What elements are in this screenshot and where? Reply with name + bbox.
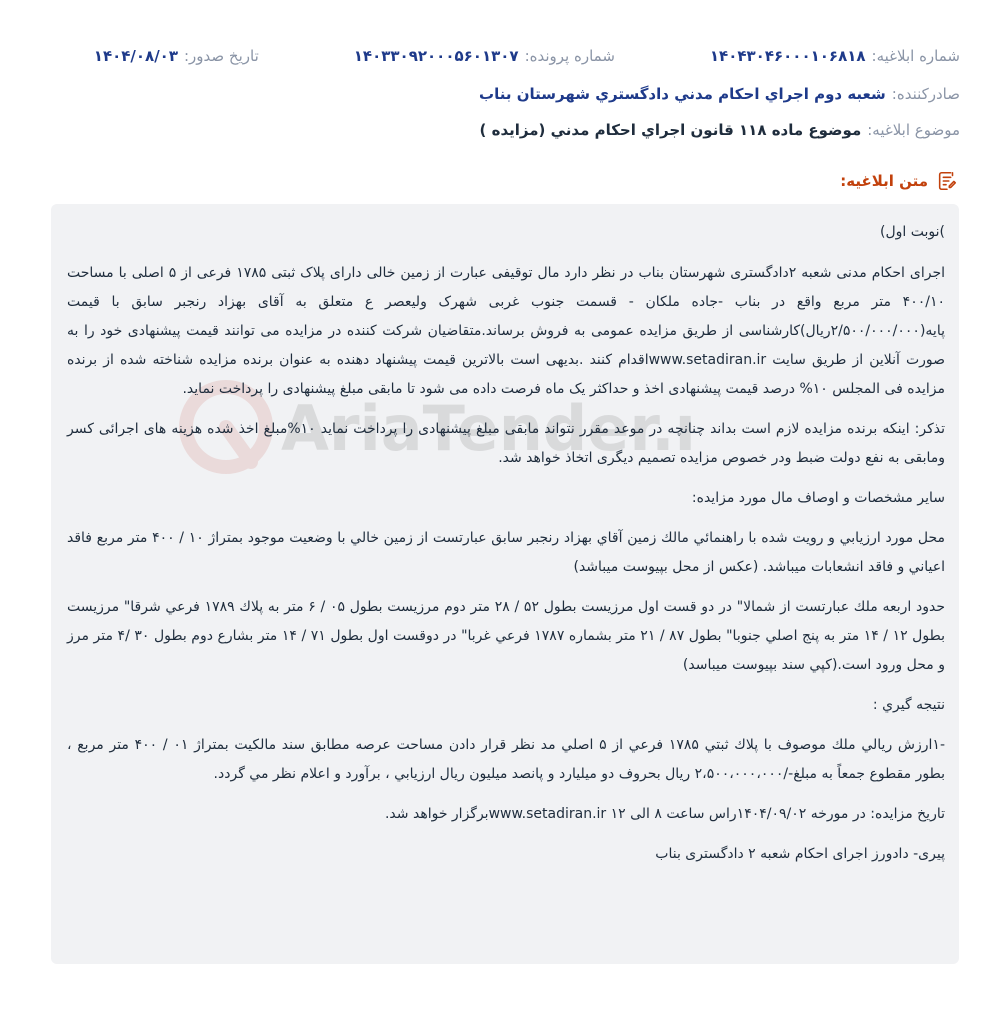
paragraph-auction-date: تاریخ مزایده: در مورخه ۱۴۰۴/۰۹/۰۲راس ساعت ۸ الی ۱۲ www.setadiran.irبرگزار خواهد شد. [384, 806, 945, 822]
subject-row [40, 121, 960, 139]
paragraph-reminder: تذکر: اینکه برنده مزایده لازم است بداند چنانچه در موعد مقرر نتواند مابقی مبلغ پیشنهادی را پرداخت نماید ۱۰%مبلغ اخذ شده هزینه های اجرائی کسر ومابقی به نفع دولت ضبط ودر خصوص مزایده تصمیم دیگری اتخاذ خواهد شد. [67, 421, 945, 466]
paragraph-boundaries: حدود اربعه ملك عبارتست از شمالا" در دو قست اول مرزيست بطول ۵۲ / ۲۸ متر دوم مرزيست بطول ۰۵ / ۶ متر به پلاك ۱۷۸۹ فرعي شرقا" مرزيست بطول ۱۲ / ۱۴ متر به پنج اصلي جنوبا" بطول ۸۷ / ۲۱ متر بشماره ۱۷۸۷ فرعي غربا" در دوقست اول بطول ۷۱ / ۱۴ متر بشارع دوم بطول ۳۰ /۴ متر مرز و محل ورود است.(كپي سند بپيوست ميباسد) [67, 599, 946, 673]
issue-date-value: ۱۴۰۴/۰۸/۰۳ [93, 47, 178, 65]
subject-value: موضوع ماده ۱۱۸ قانون اجراي احكام مدني (مزايده ) [479, 121, 862, 139]
paragraph-signature: پیری- دادورز اجرای احکام شعبه ۲ دادگستری بناب [655, 846, 945, 862]
paragraph-auction-description: اجرای احکام مدنی شعبه ۲دادگستری شهرستان بناب در نظر دارد مال توقیفی عبارت از زمین خالی دارای پلاک ثبتی ۱۷۸۵ فرعی از ۵ اصلی با مساحت ۴۰۰/۱۰ متر مربع واقع در بناب -جاده ملکان - قسمت جنوب غربی شهرک ولیعصر ع متعلق به آقای بهزاد رنجبر سابق با قیمت پایه(۲/۵۰۰/۰۰۰/۰۰۰ریال)کارشناسی از طریق مزایده عمومی به فروش برساند.متقاضیان شرکت کننده در مزایده می توانند قیمت پیشنهادی خود را به صورت آنلاین از طریق سایت www.setadiran.irاقدام کنند .بدیهی است بالاترین قیمت پیشنهاد دهنده به عنوان برنده مزایده شناخته شده از برنده مزایده فی المجلس ۱۰% درصد قیمت پیشنهادی اخذ و حداکثر یک ماه فرصت داده می شود تا مابقی مبلغ پیشنهادی را پرداخت نماید. [67, 265, 946, 397]
paragraph-specs-heading: ساير مشخصات و اوصاف مال مورد مزايده: [691, 490, 945, 506]
paragraph-valuation: -۱ارزش ريالي ملك موصوف با پلاك ثبتي ۱۷۸۵ فرعي از ۵ اصلي مد نظر قرار دادن مساحت عرصه مطابق سند مالكيت بمتراژ ۰۱ / ۴۰۰ متر مربع ، بطور مقطوع جمعاً به مبلغ-/۲،۵۰۰،۰۰۰،۰۰۰ ريال بحروف دو ميليارد و پانصد ميليون ريال ارزيابي ، برآورد و اعلام نظر مي گردد. [67, 737, 945, 782]
notice-text-heading-label: متن ابلاغیه: [840, 172, 928, 190]
case-number [354, 47, 615, 65]
issuer-value: شعبه دوم اجراي احكام مدني دادگستري شهرستان بناب [479, 85, 886, 103]
issue-date-label: تاریخ صدور: [184, 47, 259, 65]
case-number-label: شماره پرونده: [524, 47, 615, 65]
document-edit-icon [936, 170, 958, 192]
notice-number [710, 47, 960, 65]
meta-top-row [40, 47, 960, 65]
paragraph-conclusion-heading: نتيجه گيري : [872, 697, 945, 713]
notice-number-value: ۱۴۰۴۳۰۴۶۰۰۰۱۰۶۸۱۸ [709, 47, 866, 65]
notice-number-label: شماره ابلاغيه: [871, 47, 960, 65]
subject-label: موضوع ابلاغيه: [867, 121, 960, 139]
issuer-label: صادرکننده: [891, 85, 960, 103]
paragraph-round: )نوبت اول) [880, 224, 945, 240]
paragraph-site-description: محل مورد ارزيابي و رويت شده با راهنمائي مالك زمين آقاي بهزاد رنجبر سابق عبارتست از زمين خالي با وضعيت موجود بمتراژ ۱۰ / ۴۰۰ متر مربع فاقد اعياني و فاقد انشعابات ميباشد. (عكس از محل بپيوست ميباشد) [67, 530, 945, 575]
notice-text-heading [840, 170, 958, 192]
notice-body [51, 204, 959, 964]
watermark-text: AriaTender. [281, 392, 675, 465]
issuer-row [40, 85, 960, 103]
issue-date [94, 47, 259, 65]
case-number-value: ۱۴۰۳۳۰۹۲۰۰۰۵۶۰۱۳۰۷ [353, 47, 519, 65]
